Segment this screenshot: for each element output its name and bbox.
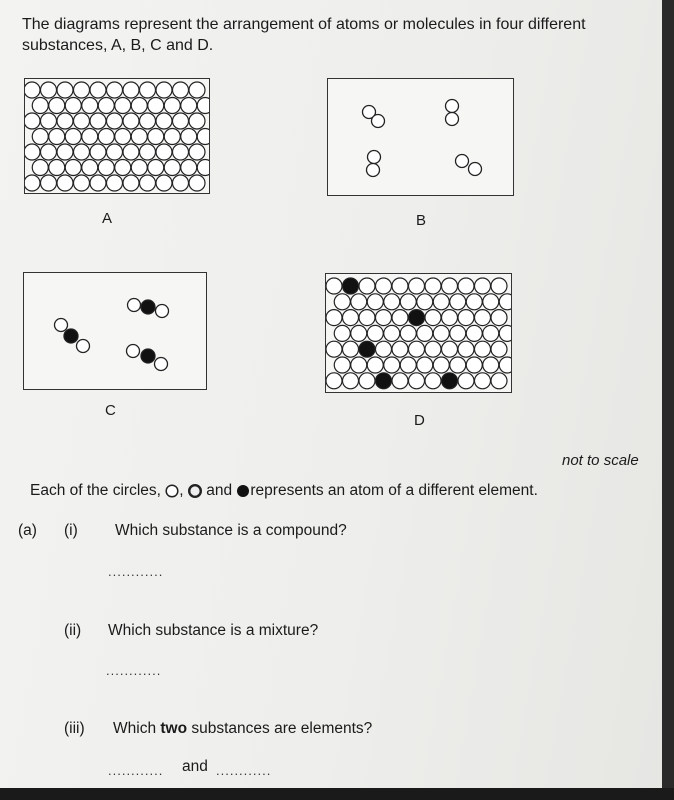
white-atom xyxy=(41,175,57,191)
white-atom xyxy=(433,357,449,373)
white-atom xyxy=(351,325,367,341)
white-atom xyxy=(164,129,180,145)
white-atom xyxy=(49,160,65,176)
white-atom xyxy=(458,278,474,294)
white-atom xyxy=(65,129,81,145)
diagram-b-label: B xyxy=(416,212,427,229)
white-atom xyxy=(475,373,491,389)
white-atom xyxy=(197,160,209,176)
white-atom xyxy=(74,82,90,98)
white-atom xyxy=(189,175,205,191)
white-atom xyxy=(458,341,474,357)
white-atom xyxy=(156,175,172,191)
part-a-label: (a) xyxy=(18,522,37,539)
white-atom xyxy=(384,325,400,341)
white-atom xyxy=(450,357,466,373)
white-atom xyxy=(400,325,416,341)
legend-prefix: Each of the circles, xyxy=(30,482,161,499)
white-atom xyxy=(450,325,466,341)
white-atom xyxy=(156,144,172,160)
white-atom xyxy=(98,98,114,114)
white-atom xyxy=(400,357,416,373)
white-atom xyxy=(466,325,482,341)
white-atom xyxy=(326,278,342,294)
white-atom xyxy=(384,294,400,310)
diagram-c-molecules xyxy=(24,273,206,389)
black-atom xyxy=(359,341,375,357)
white-atom xyxy=(173,82,189,98)
diagram-d-label: D xyxy=(414,412,425,429)
white-atom xyxy=(483,325,499,341)
white-atom xyxy=(181,98,197,114)
white-atom xyxy=(164,160,180,176)
white-atom xyxy=(351,357,367,373)
white-atom xyxy=(41,144,57,160)
white-atom xyxy=(475,341,491,357)
white-atom xyxy=(417,357,433,373)
diagram-d-box xyxy=(325,273,512,393)
q-iii-answer-line-1[interactable]: ............ xyxy=(108,763,164,778)
white-atom xyxy=(65,98,81,114)
b-molecule-1 xyxy=(363,106,385,128)
q-iii-number: (iii) xyxy=(64,720,85,737)
b-molecule-3 xyxy=(367,151,381,177)
white-atom xyxy=(156,82,172,98)
white-atom xyxy=(25,175,40,191)
white-atom xyxy=(499,294,511,310)
intro-text: The diagrams represent the arrangement of atoms or molecules in four different substances, A, B, C and D. xyxy=(22,16,586,54)
white-atom xyxy=(425,310,441,326)
legend-and: and xyxy=(206,482,233,499)
legend-suffix: represents an atom of a different element. xyxy=(250,482,538,499)
white-atom xyxy=(123,175,139,191)
white-atom xyxy=(115,129,131,145)
white-atom xyxy=(173,113,189,129)
white-atom xyxy=(343,310,359,326)
c-molecule-1 xyxy=(128,299,169,318)
white-atom xyxy=(499,325,511,341)
white-atom xyxy=(131,160,147,176)
white-atom xyxy=(376,341,392,357)
white-atom xyxy=(466,294,482,310)
white-atom xyxy=(359,310,375,326)
white-atom xyxy=(107,82,123,98)
white-atom xyxy=(98,160,114,176)
white-atom xyxy=(417,325,433,341)
white-atom xyxy=(181,160,197,176)
page-bottom-edge xyxy=(0,788,674,800)
white-atom xyxy=(90,113,106,129)
white-atom xyxy=(400,294,416,310)
white-atom xyxy=(425,278,441,294)
white-atom xyxy=(392,373,408,389)
not-to-scale-note: not to scale xyxy=(562,452,639,469)
white-atom xyxy=(107,113,123,129)
diagram-a-box xyxy=(24,78,210,194)
black-atom xyxy=(343,278,359,294)
white-atom xyxy=(115,160,131,176)
white-atom xyxy=(65,160,81,176)
diagram-a-label: A xyxy=(102,210,113,227)
white-atom xyxy=(181,129,197,145)
white-atom xyxy=(173,175,189,191)
white-atom xyxy=(409,373,425,389)
white-atom xyxy=(107,144,123,160)
white-atom xyxy=(450,294,466,310)
white-atom xyxy=(123,113,139,129)
white-atom xyxy=(90,175,106,191)
white-atom xyxy=(392,310,408,326)
white-atom xyxy=(98,129,114,145)
white-atom xyxy=(491,310,507,326)
white-atom xyxy=(326,341,342,357)
white-atom xyxy=(131,129,147,145)
white-atom xyxy=(417,294,433,310)
q-iii-and: and xyxy=(182,758,208,775)
white-atom xyxy=(475,278,491,294)
q-i-number: (i) xyxy=(64,522,78,539)
white-atom xyxy=(442,341,458,357)
white-atom xyxy=(140,144,156,160)
white-atom xyxy=(491,373,507,389)
white-atom xyxy=(392,278,408,294)
white-atom xyxy=(140,113,156,129)
white-atom xyxy=(49,98,65,114)
white-atom xyxy=(57,82,73,98)
white-atom xyxy=(376,310,392,326)
white-atom xyxy=(82,98,98,114)
c-molecule-3 xyxy=(127,345,168,371)
white-atom xyxy=(57,144,73,160)
black-atom xyxy=(409,310,425,326)
b-molecule-4 xyxy=(456,155,482,176)
q-i-text: Which substance is a compound? xyxy=(115,522,347,539)
white-atom xyxy=(90,144,106,160)
white-atom xyxy=(475,310,491,326)
diagram-b-box xyxy=(327,78,514,196)
white-atom xyxy=(32,129,48,145)
white-atom xyxy=(326,373,342,389)
white-atom xyxy=(458,373,474,389)
white-atom xyxy=(41,82,57,98)
white-atom xyxy=(25,144,40,160)
grey-ring-circle-icon xyxy=(188,484,202,498)
white-atom xyxy=(82,129,98,145)
black-atom xyxy=(442,373,458,389)
q-ii-text: Which substance is a mixture? xyxy=(108,622,319,639)
white-atom xyxy=(334,325,350,341)
diagram-a-lattice xyxy=(25,79,209,193)
white-atom xyxy=(425,341,441,357)
white-atom xyxy=(140,175,156,191)
white-atom xyxy=(433,325,449,341)
q-i-answer-line[interactable]: ............ xyxy=(108,564,164,579)
white-atom xyxy=(384,357,400,373)
white-atom xyxy=(458,310,474,326)
white-atom xyxy=(148,129,164,145)
white-atom xyxy=(466,357,482,373)
white-atom xyxy=(107,175,123,191)
white-atom xyxy=(409,341,425,357)
white-atom xyxy=(49,129,65,145)
white-atom xyxy=(483,294,499,310)
white-atom xyxy=(115,98,131,114)
white-atom xyxy=(343,341,359,357)
white-atom xyxy=(197,98,209,114)
white-atom xyxy=(425,373,441,389)
c-molecule-2 xyxy=(55,319,90,353)
white-atom xyxy=(156,113,172,129)
white-atom xyxy=(367,325,383,341)
white-atom xyxy=(392,341,408,357)
white-atom xyxy=(148,160,164,176)
atom-legend: Each of the circles, , and represents an atom of a different element. xyxy=(30,482,538,499)
white-atom xyxy=(74,175,90,191)
white-atom xyxy=(131,98,147,114)
diagram-c-box xyxy=(23,272,207,390)
white-atom xyxy=(123,82,139,98)
white-atom xyxy=(57,175,73,191)
white-atom xyxy=(148,98,164,114)
white-atom xyxy=(334,294,350,310)
b-molecule-2 xyxy=(446,100,459,126)
white-atom xyxy=(376,278,392,294)
white-atom xyxy=(359,373,375,389)
white-atom xyxy=(491,341,507,357)
white-atom xyxy=(164,98,180,114)
white-atom xyxy=(189,144,205,160)
diagram-d-lattice xyxy=(326,274,511,392)
white-atom xyxy=(367,294,383,310)
q-iii-text: Which two substances are elements? xyxy=(113,720,373,737)
white-atom xyxy=(483,357,499,373)
white-atom xyxy=(57,113,73,129)
white-atom xyxy=(41,113,57,129)
white-atom xyxy=(140,82,156,98)
white-atom xyxy=(32,160,48,176)
white-atom xyxy=(74,144,90,160)
white-atom xyxy=(499,357,511,373)
white-atom xyxy=(173,144,189,160)
white-atom xyxy=(326,310,342,326)
black-atom xyxy=(376,373,392,389)
white-circle-icon xyxy=(165,484,179,498)
white-atom xyxy=(74,113,90,129)
q-ii-answer-line[interactable]: ............ xyxy=(106,663,162,678)
white-atom xyxy=(351,294,367,310)
black-circle-icon xyxy=(236,484,250,498)
white-atom xyxy=(343,373,359,389)
diagram-b-molecules xyxy=(328,79,513,195)
white-atom xyxy=(189,113,205,129)
diagram-c-label: C xyxy=(105,402,116,419)
white-atom xyxy=(90,82,106,98)
white-atom xyxy=(442,310,458,326)
white-atom xyxy=(123,144,139,160)
q-ii-number: (ii) xyxy=(64,622,82,639)
white-atom xyxy=(32,98,48,114)
white-atom xyxy=(25,113,40,129)
white-atom xyxy=(359,278,375,294)
white-atom xyxy=(197,129,209,145)
q-iii-answer-line-2[interactable]: ............ xyxy=(216,763,272,778)
white-atom xyxy=(189,82,205,98)
white-atom xyxy=(367,357,383,373)
white-atom xyxy=(442,278,458,294)
white-atom xyxy=(82,160,98,176)
white-atom xyxy=(433,294,449,310)
white-atom xyxy=(409,278,425,294)
white-atom xyxy=(334,357,350,373)
white-atom xyxy=(491,278,507,294)
white-atom xyxy=(25,82,40,98)
